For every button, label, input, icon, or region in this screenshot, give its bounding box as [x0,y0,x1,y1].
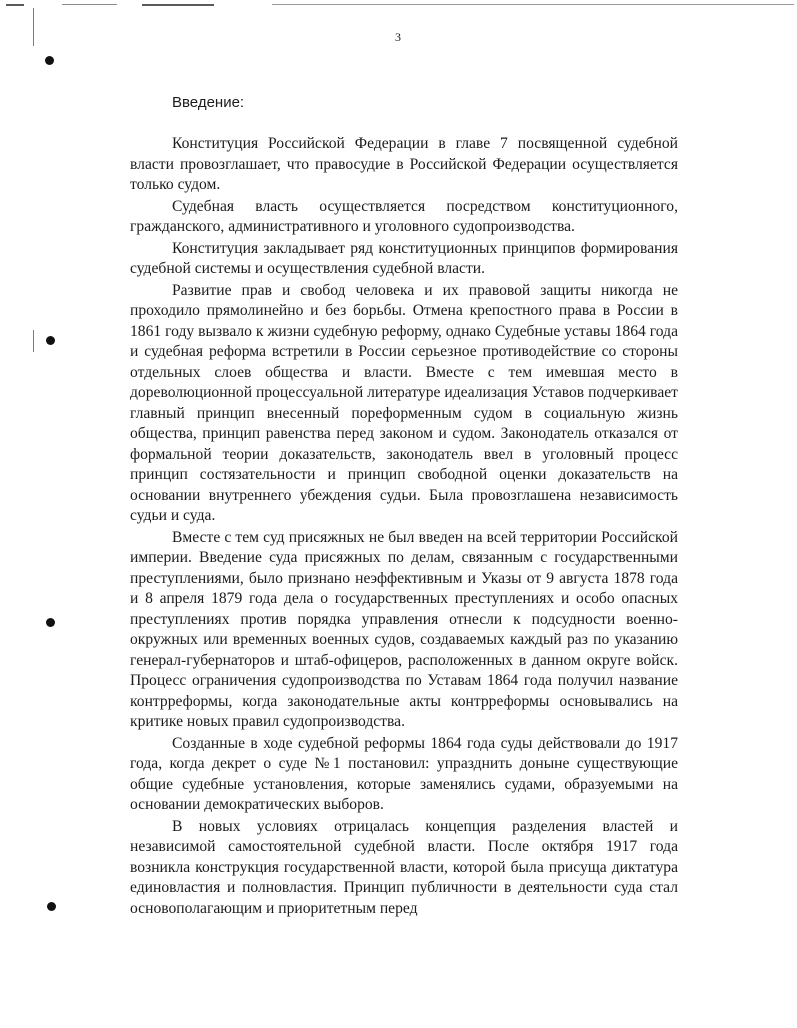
scan-left-edge [33,8,34,46]
paragraph: В новых условиях отрицалась концепция разделения властей и независимой самостоятельной судебной власти. После октября 1917 года возникла конструкция государственной власти, которой была присуща диктатура единовластия и полновластия. Принцип публичности в деятельности суда стал основополагающим и приоритетным перед [130,817,678,917]
scan-top-rule [6,4,24,6]
punch-hole-mark [47,902,56,911]
punch-hole-mark [46,336,55,345]
punch-hole-mark [45,56,54,65]
paragraph: Вместе с тем суд присяжных не был введен на всей территории Российской империи. Введение суда присяжных по делам, связанным с государственными преступлениями, было признано неэффективным и Указы от 9 августа 1878 года и 8 апреля 1879 года дела о государственных преступлениях и особо опасных преступлениях против порядка управления отнесли к подсудности военно-окружных или временных военных судов, создаваемых каждый раз по указанию генерал-губернаторов и штаб-офицеров, расположенных в данном округе войск. Процесс ограничения судопроизводства по Уставам 1864 года получил название контрреформы, когда законодательные акты контрреформы основывались на критике новых правил судопроизводства. [130,528,678,730]
paragraph: Созданные в ходе судебной реформы 1864 года суды действовали до 1917 года, когда декрет о суде №1 постановил: упразднить доныне существующие общие судебные установления, которые заменялись судами, образуемыми на основании демократических выборов. [130,734,678,813]
scan-top-rule [142,4,214,6]
body-text [130,134,678,920]
scan-left-edge [33,330,34,352]
paragraph: Конституция закладывает ряд конституционных принципов формирования судебной системы и осуществления судебной власти. [130,239,678,277]
section-heading: Введение: [172,94,245,111]
paragraph: Судебная власть осуществляется посредством конституционного, гражданского, административного и уголовного судопроизводства. [130,197,678,235]
scan-top-rule [62,4,117,5]
scan-top-rule [272,4,794,5]
paragraph: Конституция Российской Федерации в главе 7 посвященной судебной власти провозглашает, что правосудие в Российской Федерации осуществляется только судом. [130,135,678,193]
paragraph: Развитие прав и свобод человека и их правовой защиты никогда не проходило прямолинейно и без борьбы. Отмена крепостного права в России в 1861 году вызвало к жизни судебную реформу, однако Судебные уставы 1864 года и судебная реформа встретили в России серьезное противодействие со стороны отдельных слоев общества и власти. Вместе с тем имевшая место в дореволюционной процессуальной литературе идеализация Уставов подчеркивает главный принцип внесенный пореформенным судом в социальную жизнь общества, принцип равенства перед законом и судом. Законодатель отказался от формальной теории доказательств, законодатель ввел в уголовный процесс принцип состязательности и принцип свободной оценки доказательств на основании внутреннего убеждения судьи. Была провозглашена независимость судьи и суда. [130,281,678,524]
punch-hole-mark [46,618,55,627]
page-number: 3 [395,30,401,44]
